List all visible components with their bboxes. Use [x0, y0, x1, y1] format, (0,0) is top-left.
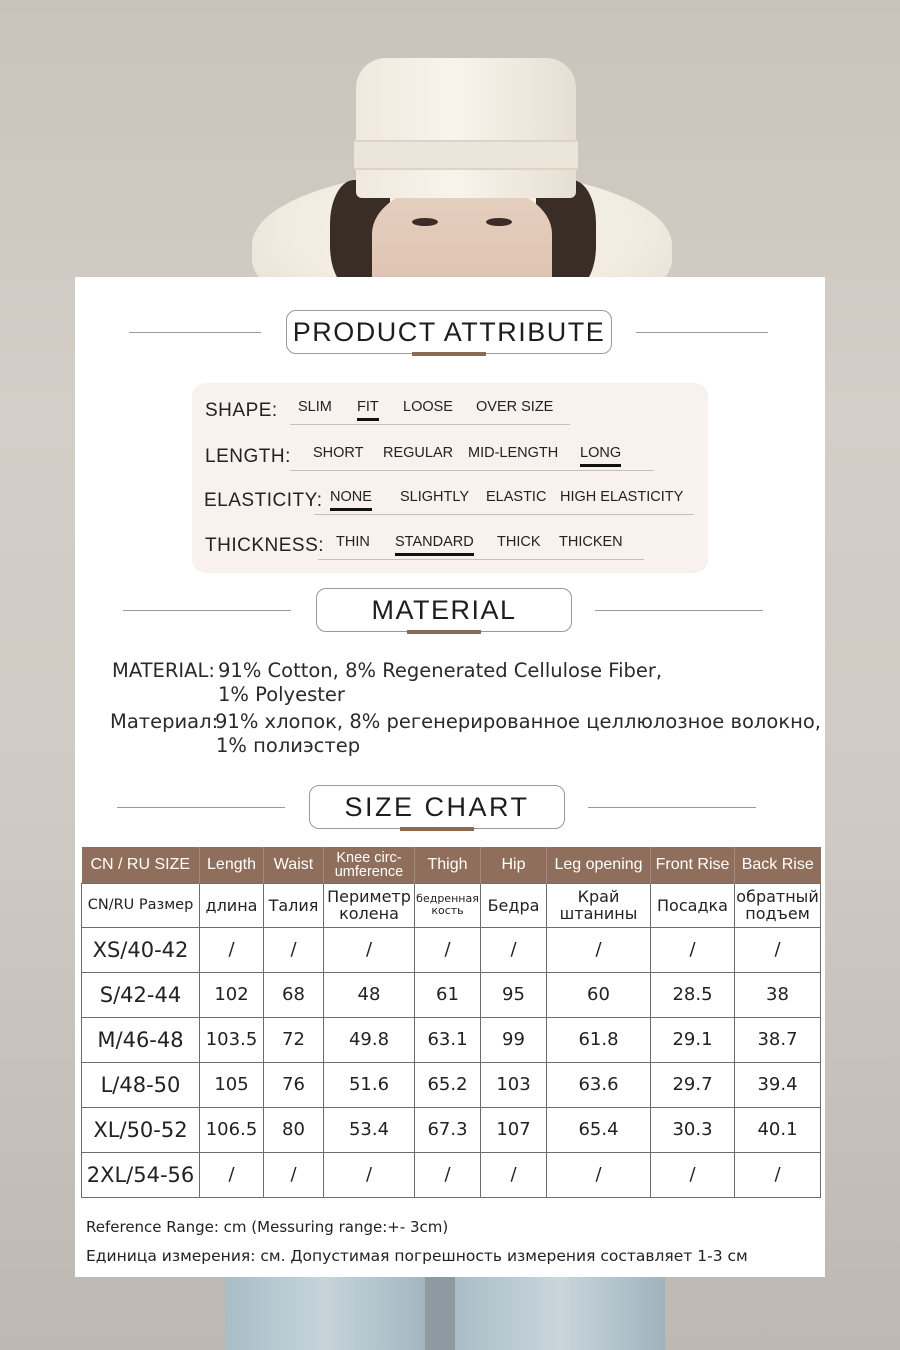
header-cell: Length: [200, 847, 264, 883]
size-title: [309, 785, 565, 829]
value-cell: 102: [200, 972, 264, 1017]
attr-option: THICKEN: [559, 534, 623, 550]
header-cell: Knee circ- umference: [324, 847, 415, 883]
title-accent-bar: [400, 827, 474, 831]
value-cell: 103.5: [200, 1017, 264, 1062]
size-cell: XS/40-42: [82, 927, 200, 972]
material-en-line1: 91% Cotton, 8% Regenerated Cellulose Fiber,: [218, 659, 663, 682]
subheader-cell: Периметр колена: [324, 883, 415, 927]
value-cell: 76: [264, 1062, 324, 1107]
material-en-label: MATERIAL:: [112, 659, 215, 682]
subheader-cell: Талия: [264, 883, 324, 927]
attr-option: REGULAR: [383, 445, 454, 461]
divider-line: [595, 610, 763, 611]
material-title-text: MATERIAL: [371, 594, 517, 625]
attribute-section-header: [75, 310, 825, 354]
value-cell: /: [415, 927, 481, 972]
value-cell: 103: [481, 1062, 547, 1107]
attr-option-selected: LONG: [580, 445, 622, 461]
header-cell: Waist: [264, 847, 324, 883]
table-row: [82, 1107, 821, 1152]
subheader-cell: бедренная кость: [415, 883, 481, 927]
material-ru-label: Материал:: [110, 710, 219, 733]
value-cell: 63.6: [547, 1062, 651, 1107]
table-row: [82, 927, 821, 972]
header-cell: Back Rise: [735, 847, 821, 883]
value-cell: /: [264, 1152, 324, 1197]
title-accent-bar: [407, 630, 481, 634]
attribute-title-text: PRODUCT ATTRIBUTE: [292, 316, 606, 347]
attr-row-length: [192, 440, 708, 474]
attr-label: LENGTH:: [205, 446, 291, 467]
value-cell: 107: [481, 1107, 547, 1152]
value-cell: 38.7: [735, 1017, 821, 1062]
jeans-gap: [425, 1276, 455, 1350]
value-cell: /: [481, 1152, 547, 1197]
value-cell: 51.6: [324, 1062, 415, 1107]
value-cell: 28.5: [651, 972, 735, 1017]
divider-line: [588, 807, 756, 808]
table-row: [82, 972, 821, 1017]
material-en: [112, 659, 812, 709]
value-cell: /: [547, 1152, 651, 1197]
value-cell: 105: [200, 1062, 264, 1107]
size-title-text: SIZE CHART: [344, 791, 530, 822]
value-cell: 40.1: [735, 1107, 821, 1152]
hat-band: [354, 140, 578, 170]
subheader-cell: обратный подъем: [735, 883, 821, 927]
value-cell: 48: [324, 972, 415, 1017]
value-cell: 61: [415, 972, 481, 1017]
material-ru: [110, 710, 820, 760]
table-row: [82, 1017, 821, 1062]
jeans-leg: [455, 1276, 665, 1350]
attr-option-selected: FIT: [357, 399, 379, 415]
attribute-title: [286, 310, 612, 354]
divider-line: [129, 332, 261, 333]
value-cell: /: [200, 1152, 264, 1197]
value-cell: /: [547, 927, 651, 972]
value-cell: 80: [264, 1107, 324, 1152]
footnote-en: Reference Range: cm (Messuring range:+- 3cm): [86, 1218, 449, 1236]
attr-option: SLIM: [298, 399, 332, 415]
attr-option-selected: NONE: [330, 489, 372, 505]
material-ru-line2: 1% полиэстер: [216, 734, 361, 757]
table-subheader-row: [82, 883, 821, 927]
attr-underline: [318, 559, 644, 560]
subheader-cell: Бедра: [481, 883, 547, 927]
value-cell: 49.8: [324, 1017, 415, 1062]
value-cell: /: [200, 927, 264, 972]
size-cell: XL/50-52: [82, 1107, 200, 1152]
attr-option: SHORT: [313, 445, 364, 461]
attr-underline: [290, 470, 654, 471]
subheader-cell: Край штанины: [547, 883, 651, 927]
table-header-row: [82, 847, 821, 883]
value-cell: 65.4: [547, 1107, 651, 1152]
size-chart-table: [81, 847, 821, 1198]
value-cell: 30.3: [651, 1107, 735, 1152]
value-cell: 39.4: [735, 1062, 821, 1107]
value-cell: 68: [264, 972, 324, 1017]
value-cell: /: [481, 927, 547, 972]
header-cell: Hip: [481, 847, 547, 883]
size-section-header: [75, 785, 825, 829]
value-cell: 65.2: [415, 1062, 481, 1107]
hat-crown: [356, 58, 576, 198]
value-cell: 99: [481, 1017, 547, 1062]
header-cell: Leg opening: [547, 847, 651, 883]
material-ru-line1: 91% хлопок, 8% регенерированное целлюлозное волокно,: [215, 710, 821, 733]
value-cell: 61.8: [547, 1017, 651, 1062]
attr-option: OVER SIZE: [476, 399, 554, 415]
value-cell: /: [324, 927, 415, 972]
attr-option: ELASTIC: [486, 489, 547, 505]
attr-option: THIN: [336, 534, 370, 550]
value-cell: 29.7: [651, 1062, 735, 1107]
attr-label: SHAPE:: [205, 400, 278, 421]
material-title: [316, 588, 572, 632]
attr-option: HIGH ELASTICITY: [560, 489, 684, 505]
eye: [412, 218, 438, 226]
attr-option-selected: STANDARD: [395, 534, 474, 550]
value-cell: 106.5: [200, 1107, 264, 1152]
table-row: [82, 1152, 821, 1197]
eye: [486, 218, 512, 226]
material-en-line2: 1% Polyester: [218, 683, 345, 706]
header-cell: CN / RU SIZE: [82, 847, 200, 883]
value-cell: 63.1: [415, 1017, 481, 1062]
attr-label: ELASTICITY:: [204, 490, 323, 511]
material-section-header: [75, 588, 825, 632]
attr-option: SLIGHTLY: [400, 489, 470, 505]
attr-underline: [314, 514, 694, 515]
value-cell: /: [651, 1152, 735, 1197]
value-cell: 95: [481, 972, 547, 1017]
attr-option: MID-LENGTH: [468, 445, 559, 461]
value-cell: 53.4: [324, 1107, 415, 1152]
attr-label: THICKNESS:: [205, 535, 325, 556]
value-cell: /: [735, 927, 821, 972]
size-cell: 2XL/54-56: [82, 1152, 200, 1197]
value-cell: /: [651, 927, 735, 972]
header-cell: Thigh: [415, 847, 481, 883]
divider-line: [117, 807, 285, 808]
header-cell: Front Rise: [651, 847, 735, 883]
footnote-ru: Единица измерения: см. Допустимая погрешность измерения составляет 1-3 см: [86, 1247, 748, 1265]
info-card: [75, 277, 825, 1277]
subheader-cell: длина: [200, 883, 264, 927]
value-cell: 72: [264, 1017, 324, 1062]
value-cell: 67.3: [415, 1107, 481, 1152]
value-cell: /: [324, 1152, 415, 1197]
subheader-cell: Посадка: [651, 883, 735, 927]
attr-underline: [290, 424, 570, 425]
size-cell: M/46-48: [82, 1017, 200, 1062]
attr-option: LOOSE: [403, 399, 453, 415]
value-cell: /: [264, 927, 324, 972]
attr-row-shape: [192, 394, 708, 428]
attribute-box: [192, 383, 708, 573]
size-cell: S/42-44: [82, 972, 200, 1017]
value-cell: 29.1: [651, 1017, 735, 1062]
value-cell: 60: [547, 972, 651, 1017]
value-cell: /: [415, 1152, 481, 1197]
divider-line: [636, 332, 768, 333]
divider-line: [123, 610, 291, 611]
subheader-cell: CN/RU Размер: [82, 883, 200, 927]
size-cell: L/48-50: [82, 1062, 200, 1107]
table-row: [82, 1062, 821, 1107]
jeans-leg: [225, 1276, 425, 1350]
attr-row-elasticity: [192, 484, 708, 518]
attr-option: THICK: [497, 534, 541, 550]
attr-row-thickness: [192, 529, 708, 563]
value-cell: /: [735, 1152, 821, 1197]
title-accent-bar: [412, 352, 486, 356]
value-cell: 38: [735, 972, 821, 1017]
